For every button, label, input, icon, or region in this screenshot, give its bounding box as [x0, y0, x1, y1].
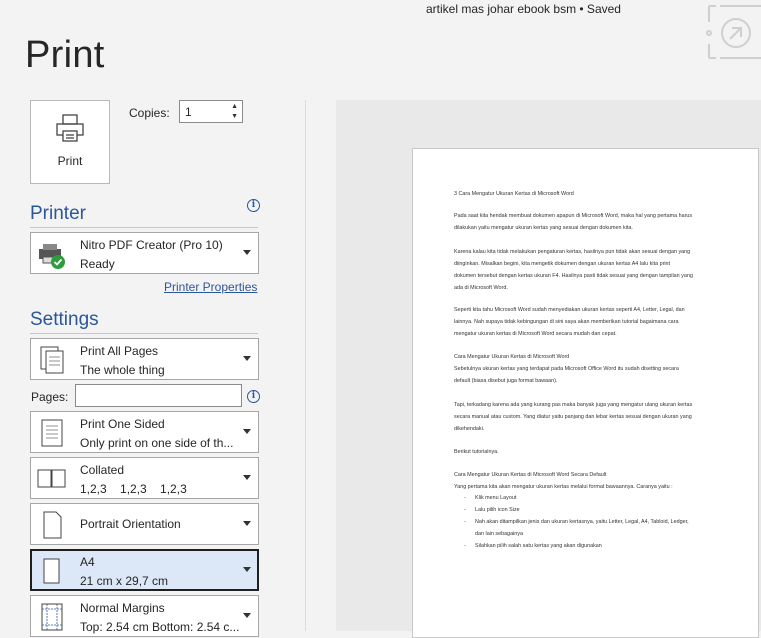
preview-bullet: dan lain sebagainya — [475, 531, 523, 537]
spin-up-icon[interactable]: ▲ — [231, 103, 238, 110]
copies-value[interactable]: 1 — [185, 105, 192, 119]
portrait-page-icon — [37, 510, 67, 540]
paper-size-description: 21 cm x 29,7 cm — [80, 574, 169, 588]
preview-line: Tapi, terkadang karena ada yang kurang pas maka banyak juga yang mengatur ulang ukuran kertas — [454, 402, 693, 408]
preview-line: Cara Mengatur Ukuran Kertas di Microsoft Word Secara Default — [454, 472, 607, 478]
paper-size-icon — [37, 556, 67, 586]
margins-icon — [37, 602, 67, 632]
page-title: Print — [25, 34, 105, 76]
chevron-down-icon — [243, 521, 251, 526]
printer-dropdown[interactable] — [30, 232, 259, 274]
chevron-down-icon — [243, 567, 251, 572]
bullet-icon: - — [464, 495, 466, 501]
printer-properties-link[interactable]: Printer Properties — [164, 280, 258, 294]
preview-bullet: Lalu pilih icon Size — [475, 507, 520, 513]
one-sided-icon — [37, 418, 67, 448]
margins-description: Top: 2.54 cm Bottom: 2.54 c... — [80, 620, 240, 634]
printer-status: Ready — [80, 257, 115, 271]
collation-label: Collated — [80, 463, 125, 477]
document-title: artikel mas johar ebook bsm • Saved — [426, 2, 621, 16]
preview-bullet: Nah akan ditampilkan jenis dan ukuran kertasnya, yaitu Letter, Legal, A4, Tabloid, Ledger, — [475, 519, 689, 525]
preview-line: 3 Cara Mengatur Ukuran Kertas di Microsoft Word — [454, 191, 574, 197]
preview-line: Pada saat kita hendak membuat dokumen apapun di Microsoft Word, maka hal yang pertama harus — [454, 213, 693, 219]
margins-label: Normal Margins — [80, 601, 165, 615]
orientation-dropdown[interactable] — [30, 503, 259, 545]
print-range-dropdown[interactable] — [30, 338, 259, 380]
preview-line: mengatur ukuran kertas di Microsoft Word secara mudah dan cepat. — [454, 331, 617, 337]
pages-input[interactable] — [75, 384, 242, 407]
bullet-icon: - — [464, 519, 466, 525]
back-arrow-icon[interactable] — [706, 0, 761, 62]
paper-size-dropdown[interactable] — [30, 549, 259, 591]
spin-down-icon[interactable]: ▼ — [231, 113, 238, 120]
bullet-icon: - — [464, 543, 466, 549]
preview-line: secara manual atau custom. Yang diatur yaitu panjang dan lebar kertas sesuai dengan ukuran yang — [454, 414, 692, 420]
preview-line: Berikut tutorialnya. — [454, 449, 499, 455]
chevron-down-icon — [243, 250, 251, 255]
chevron-down-icon — [243, 429, 251, 434]
pages-icon — [37, 345, 67, 375]
chevron-down-icon — [243, 613, 251, 618]
preview-line: dikehendaki. — [454, 426, 485, 432]
paper-size-label: A4 — [80, 555, 95, 569]
print-range-label: Print All Pages — [80, 344, 159, 358]
printer-icon — [55, 113, 85, 143]
pane-divider — [305, 100, 306, 631]
orientation-label: Portrait Orientation — [80, 517, 181, 531]
printer-section-title: Printer — [30, 203, 86, 224]
collation-dropdown[interactable] — [30, 457, 259, 499]
chevron-down-icon — [243, 356, 251, 361]
preview-line: Yang pertama kita akan mengatur ukuran kertas melalui format bawaannya. Caranya yaitu : — [454, 484, 673, 490]
preview-line: lainnya. Nah supaya tidak kebingungan di sini saya akan memberikan tutorial bagaimana cara — [454, 319, 679, 325]
preview-line: default (biasa disebut juga format bawaan). — [454, 378, 558, 384]
preview-line: ada di Microsoft Word. — [454, 285, 508, 291]
settings-section-title: Settings — [30, 309, 99, 330]
preview-line: Sebetulnya ukuran kertas yang terdapat pada Microsoft Office Word itu sudah disetting secara — [454, 366, 679, 372]
info-icon[interactable]: i — [247, 199, 260, 212]
preview-bullet: Klik menu Layout — [475, 495, 517, 501]
printer-divider — [30, 227, 258, 228]
preview-line: Cara Mengatur Ukuran Kertas di Microsoft Word — [454, 354, 570, 360]
preview-bullet: Silahkan pilih salah satu kertas yang akan digunakan — [475, 543, 602, 549]
pages-label: Pages: — [31, 390, 69, 404]
info-icon[interactable]: i — [247, 390, 260, 403]
print-range-description: The whole thing — [80, 363, 165, 377]
settings-divider — [30, 333, 258, 334]
printer-name: Nitro PDF Creator (Pro 10) — [80, 238, 223, 252]
copies-label: Copies: — [129, 106, 170, 120]
preview-line: Karena kalau kita tidak melakukan pengaturan kertas, hasilnya pun tidak akan sesuai dengan yang — [454, 249, 691, 255]
copies-stepper[interactable] — [179, 100, 243, 123]
sides-dropdown[interactable] — [30, 411, 259, 453]
print-button[interactable] — [30, 100, 110, 184]
preview-line: dokumen tersebut dengan kertas ukuran F4. Hasilnya pasti tidak sesuai yang dengan tampilan yang — [454, 273, 693, 279]
preview-line: dilakukan yaitu mengatur ukuran kertas yang sesuai dengan dokumen kita. — [454, 225, 633, 231]
preview-page[interactable] — [412, 148, 759, 638]
collated-icon — [37, 464, 67, 494]
bullet-icon: - — [464, 507, 466, 513]
sides-description: Only print on one side of th... — [80, 436, 234, 450]
chevron-down-icon — [243, 475, 251, 480]
preview-line: Seperti kita tahu Microsoft Word sudah menyediakan ukuran kertas seperti A4, Letter, Legal, dan — [454, 307, 685, 313]
printer-ready-icon — [37, 239, 67, 269]
collation-description: 1,2,3 1,2,3 1,2,3 — [80, 482, 187, 496]
print-button-label: Print — [57, 154, 83, 168]
sides-label: Print One Sided — [80, 417, 165, 431]
preview-line: diinginkan. Misalkan begini, kita mengetik dokumen dengan ukuran kertas A4 lalu kita print — [454, 261, 671, 267]
